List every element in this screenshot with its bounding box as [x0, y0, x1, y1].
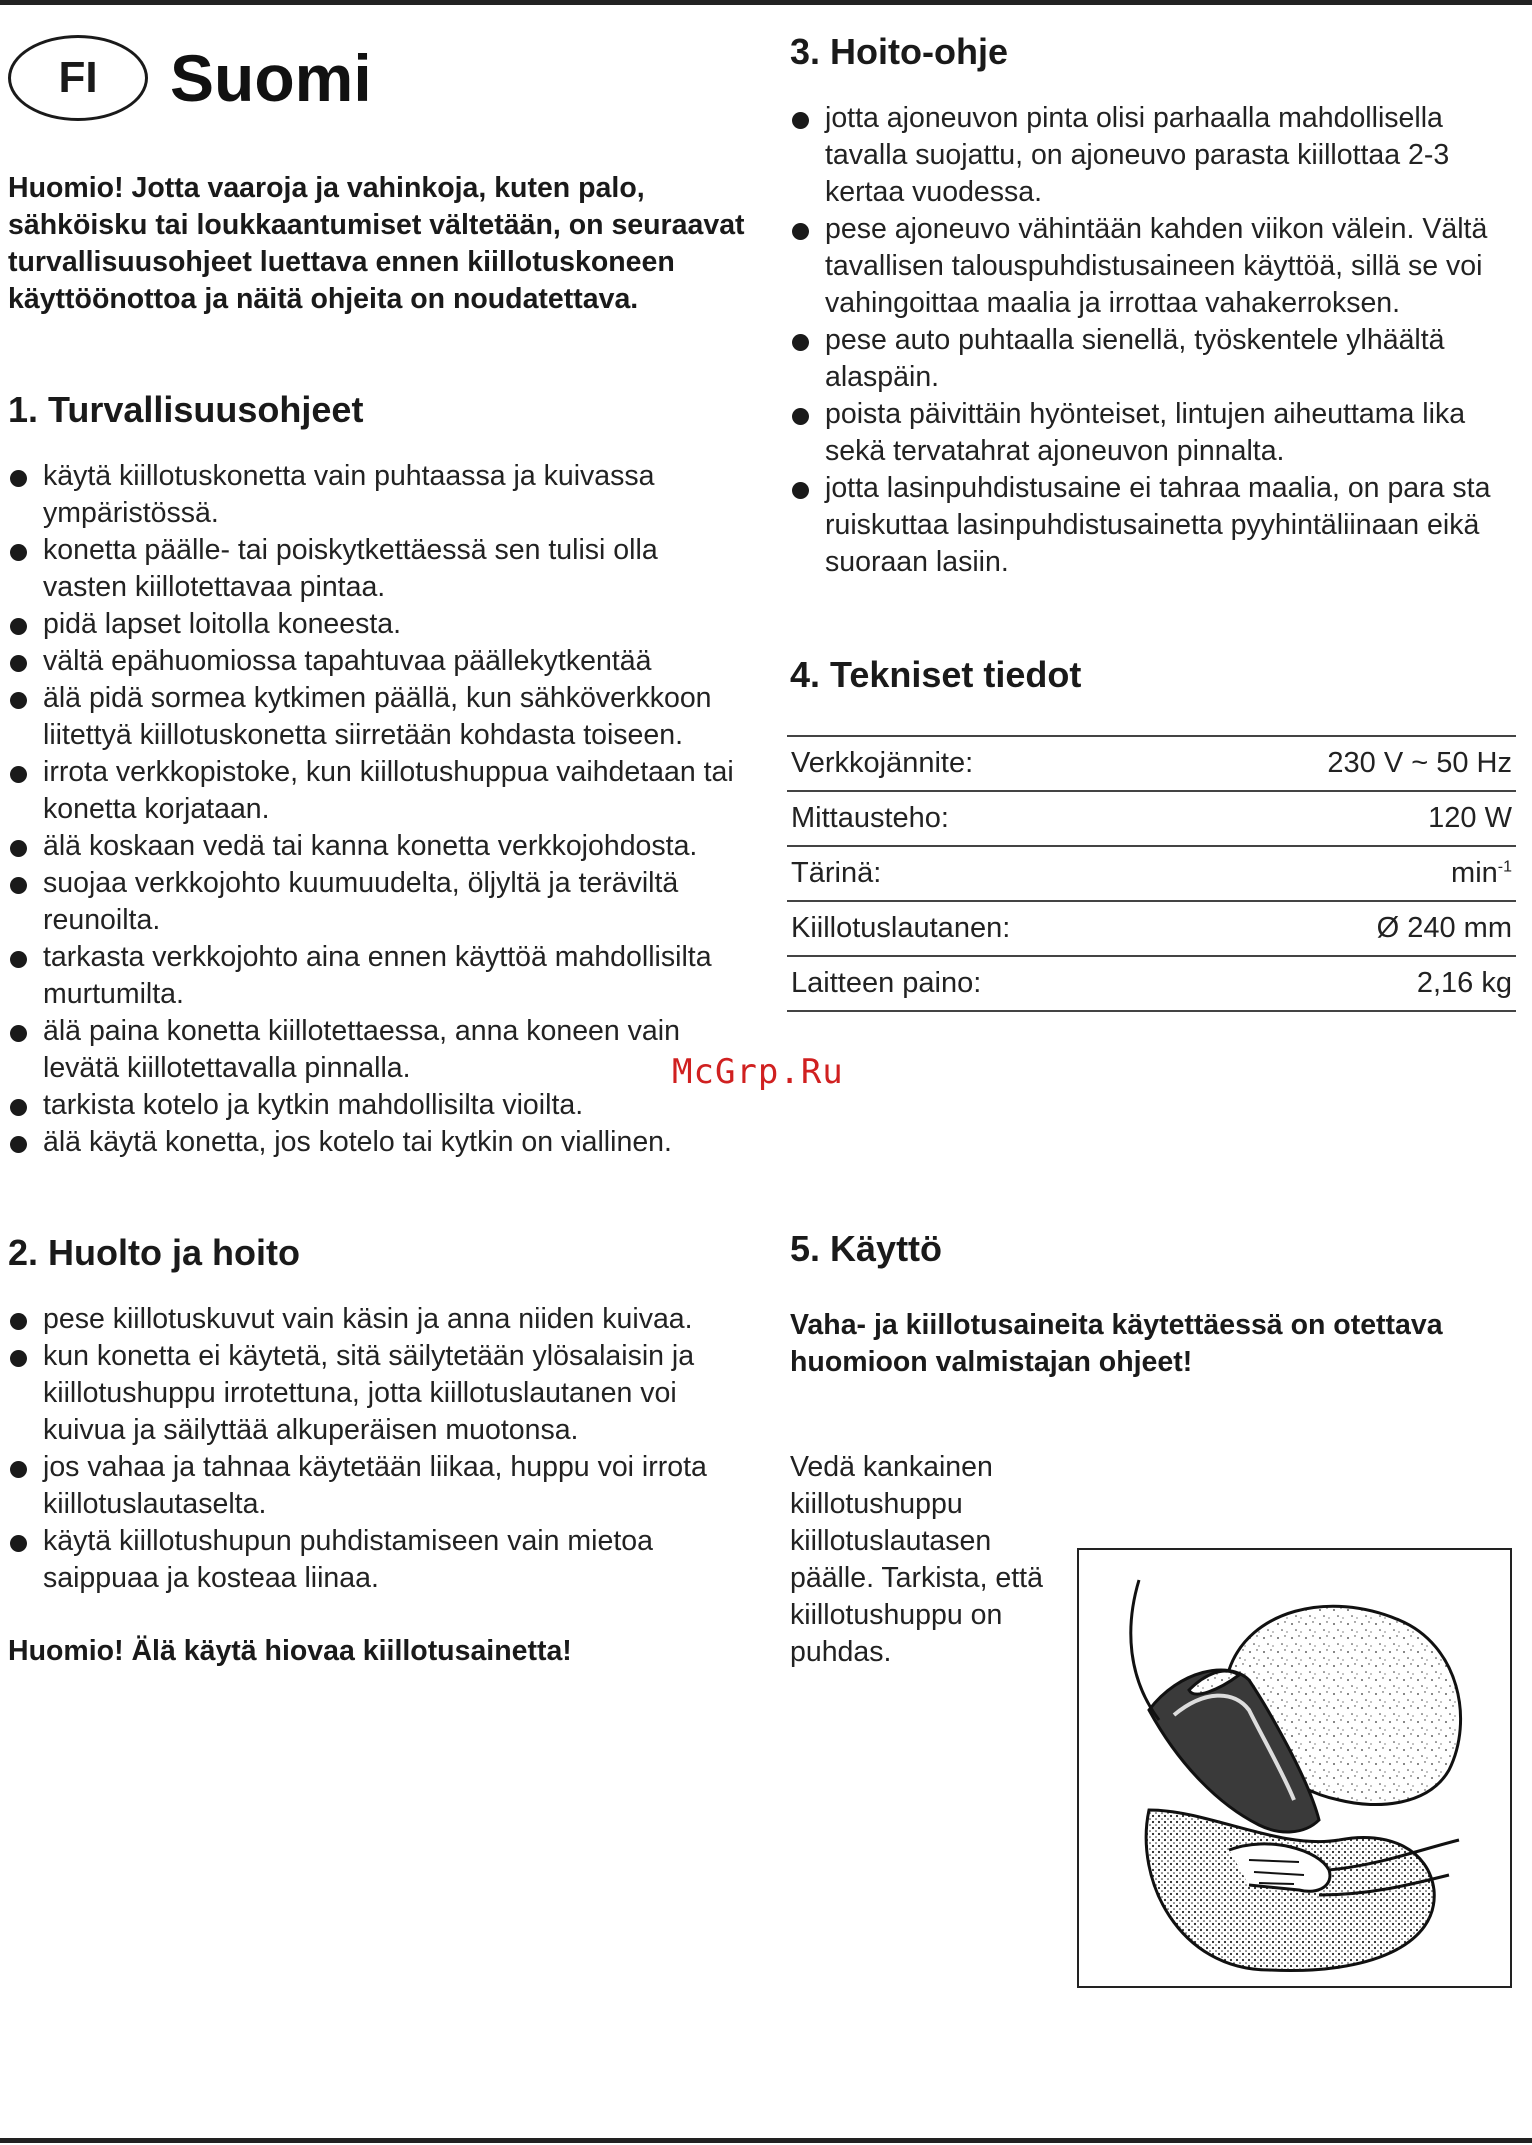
language-title: Suomi	[170, 40, 372, 115]
table-row	[787, 901, 1516, 956]
list-item: konetta päälle- tai poiskytkettäessä sen tulisi olla vasten kiillotettavaa pintaa.	[8, 532, 748, 606]
table-row	[787, 791, 1516, 846]
list-item: poista päivittäin hyönteiset, lintujen aiheuttama lika sekä tervatahrat ajoneuvon pinnalta.	[790, 396, 1515, 470]
spec-label: Verkkojännite:	[787, 736, 1182, 791]
list-item: jotta lasinpuhdistusaine ei tahraa maalia, on para sta ruiskuttaa lasinpuhdistusainetta pyyhintäliinaan eikä suoraan lasiin.	[790, 470, 1515, 581]
spec-label: Laitteen paino:	[787, 956, 1182, 1011]
language-header	[8, 30, 748, 125]
list-item: käytä kiillotushupun puhdistamiseen vain mietoa saippuaa ja kosteaa liinaa.	[8, 1523, 748, 1597]
spec-label: Kiillotuslautanen:	[787, 901, 1182, 956]
spec-table	[787, 735, 1516, 1012]
list-item: irrota verkkopistoke, kun kiillotushuppua vaihdetaan tai konetta korjataan.	[8, 754, 748, 828]
intro-warning: Huomio! Jotta vaaroja ja vahinkoja, kuten palo, sähköisku tai loukkaantumiset vältetään, on seuraavat turvallisuusohjeet luettava ennen kiillotuskoneen käyttöönottoa ja näitä ohjeita on noudatettava.	[8, 172, 745, 315]
list-item: älä pidä sormea kytkimen päällä, kun sähköverkkoon liitettyä kiillotuskonetta siirretään kohdasta toiseen.	[8, 680, 748, 754]
spec-value: 2,16 kg	[1182, 956, 1516, 1011]
spec-value: Ø 240 mm	[1182, 901, 1516, 956]
section-3-title: 3. Hoito-ohje	[790, 31, 1008, 72]
spec-label: Tärinä:	[787, 846, 1182, 901]
section-1-title: 1. Turvallisuusohjeet	[8, 389, 364, 430]
spec-value: 120 W	[1182, 791, 1516, 846]
section-5-title: 5. Käyttö	[790, 1228, 943, 1269]
list-item: pese ajoneuvo vähintään kahden viikon välein. Vältä tavallisen talouspuhdistusaineen käyttöä, sillä se voi vahingoittaa maalia ja irrottaa vahakerroksen.	[790, 211, 1515, 322]
list-item: älä paina konetta kiillotettaessa, anna koneen vain levätä kiillotettavalla pinnalla.	[8, 1013, 748, 1087]
list-item: tarkasta verkkojohto aina ennen käyttöä mahdollisilta murtumilta.	[8, 939, 748, 1013]
safety-list	[8, 458, 748, 1161]
spec-value: 230 V ~ 50 Hz	[1182, 736, 1516, 791]
list-item: älä koskaan vedä tai kanna konetta verkkojohdosta.	[8, 828, 748, 865]
list-item: älä käytä konetta, jos kotelo tai kytkin on viallinen.	[8, 1124, 748, 1161]
table-row	[787, 956, 1516, 1011]
list-item: suojaa verkkojohto kuumuudelta, öljyltä ja teräviltä reunoilta.	[8, 865, 748, 939]
list-item: käytä kiillotuskonetta vain puhtaassa ja kuivassa ympäristössä.	[8, 458, 748, 532]
abrasive-warning: Huomio! Älä käytä hiovaa kiillotusainetta!	[8, 1635, 572, 1667]
list-item: jotta ajoneuvon pinta olisi parhaalla mahdollisella tavalla suojattu, on ajoneuvo parasta kiillottaa 2-3 kertaa vuodessa.	[790, 100, 1515, 211]
spec-value: min	[1451, 857, 1498, 889]
spec-label: Mittausteho:	[787, 791, 1182, 846]
usage-text: Vedä kankainen kiillotushuppu kiillotuslautasen päälle. Tarkista, että kiillotushuppu on puhdas.	[790, 1451, 1043, 1668]
care-list	[790, 100, 1515, 581]
list-item: tarkista kotelo ja kytkin mahdollisilta vioilta.	[8, 1087, 748, 1124]
right-column	[790, 30, 1515, 1671]
section-4-title: 4. Tekniset tiedot	[790, 654, 1082, 695]
list-item: vältä epähuomiossa tapahtuvaa päällekytkentää	[8, 643, 748, 680]
table-row	[787, 846, 1516, 901]
language-badge: FI	[8, 35, 148, 121]
bonnet-illustration	[1077, 1548, 1512, 1988]
bottom-rule	[0, 2138, 1532, 2143]
table-row	[787, 736, 1516, 791]
spec-exponent: -1	[1497, 858, 1512, 876]
left-column	[8, 30, 748, 1670]
list-item: pese auto puhtaalla sienellä, työskentele ylhäältä alaspäin.	[790, 322, 1515, 396]
maintenance-list	[8, 1301, 748, 1597]
list-item: pese kiillotuskuvut vain käsin ja anna niiden kuivaa.	[8, 1301, 748, 1338]
usage-note: Vaha- ja kiillotusaineita käytettäessä on otettava huomioon valmistajan ohjeet!	[790, 1309, 1443, 1378]
spec-value-cell	[1182, 846, 1516, 901]
list-item: jos vahaa ja tahnaa käytetään liikaa, huppu voi irrota kiillotuslautaselta.	[8, 1449, 748, 1523]
list-item: kun konetta ei käytetä, sitä säilytetään ylösalaisin ja kiillotushuppu irrotettuna, jotta kiillotuslautanen voi kuivua ja säilyttää alkuperäisen muotonsa.	[8, 1338, 748, 1449]
top-rule	[0, 0, 1532, 5]
section-2-title: 2. Huolto ja hoito	[8, 1232, 300, 1273]
hand-polisher-illustration	[1079, 1550, 1510, 1986]
list-item: pidä lapset loitolla koneesta.	[8, 606, 748, 643]
watermark-text: McGrp.Ru	[672, 1052, 844, 1092]
